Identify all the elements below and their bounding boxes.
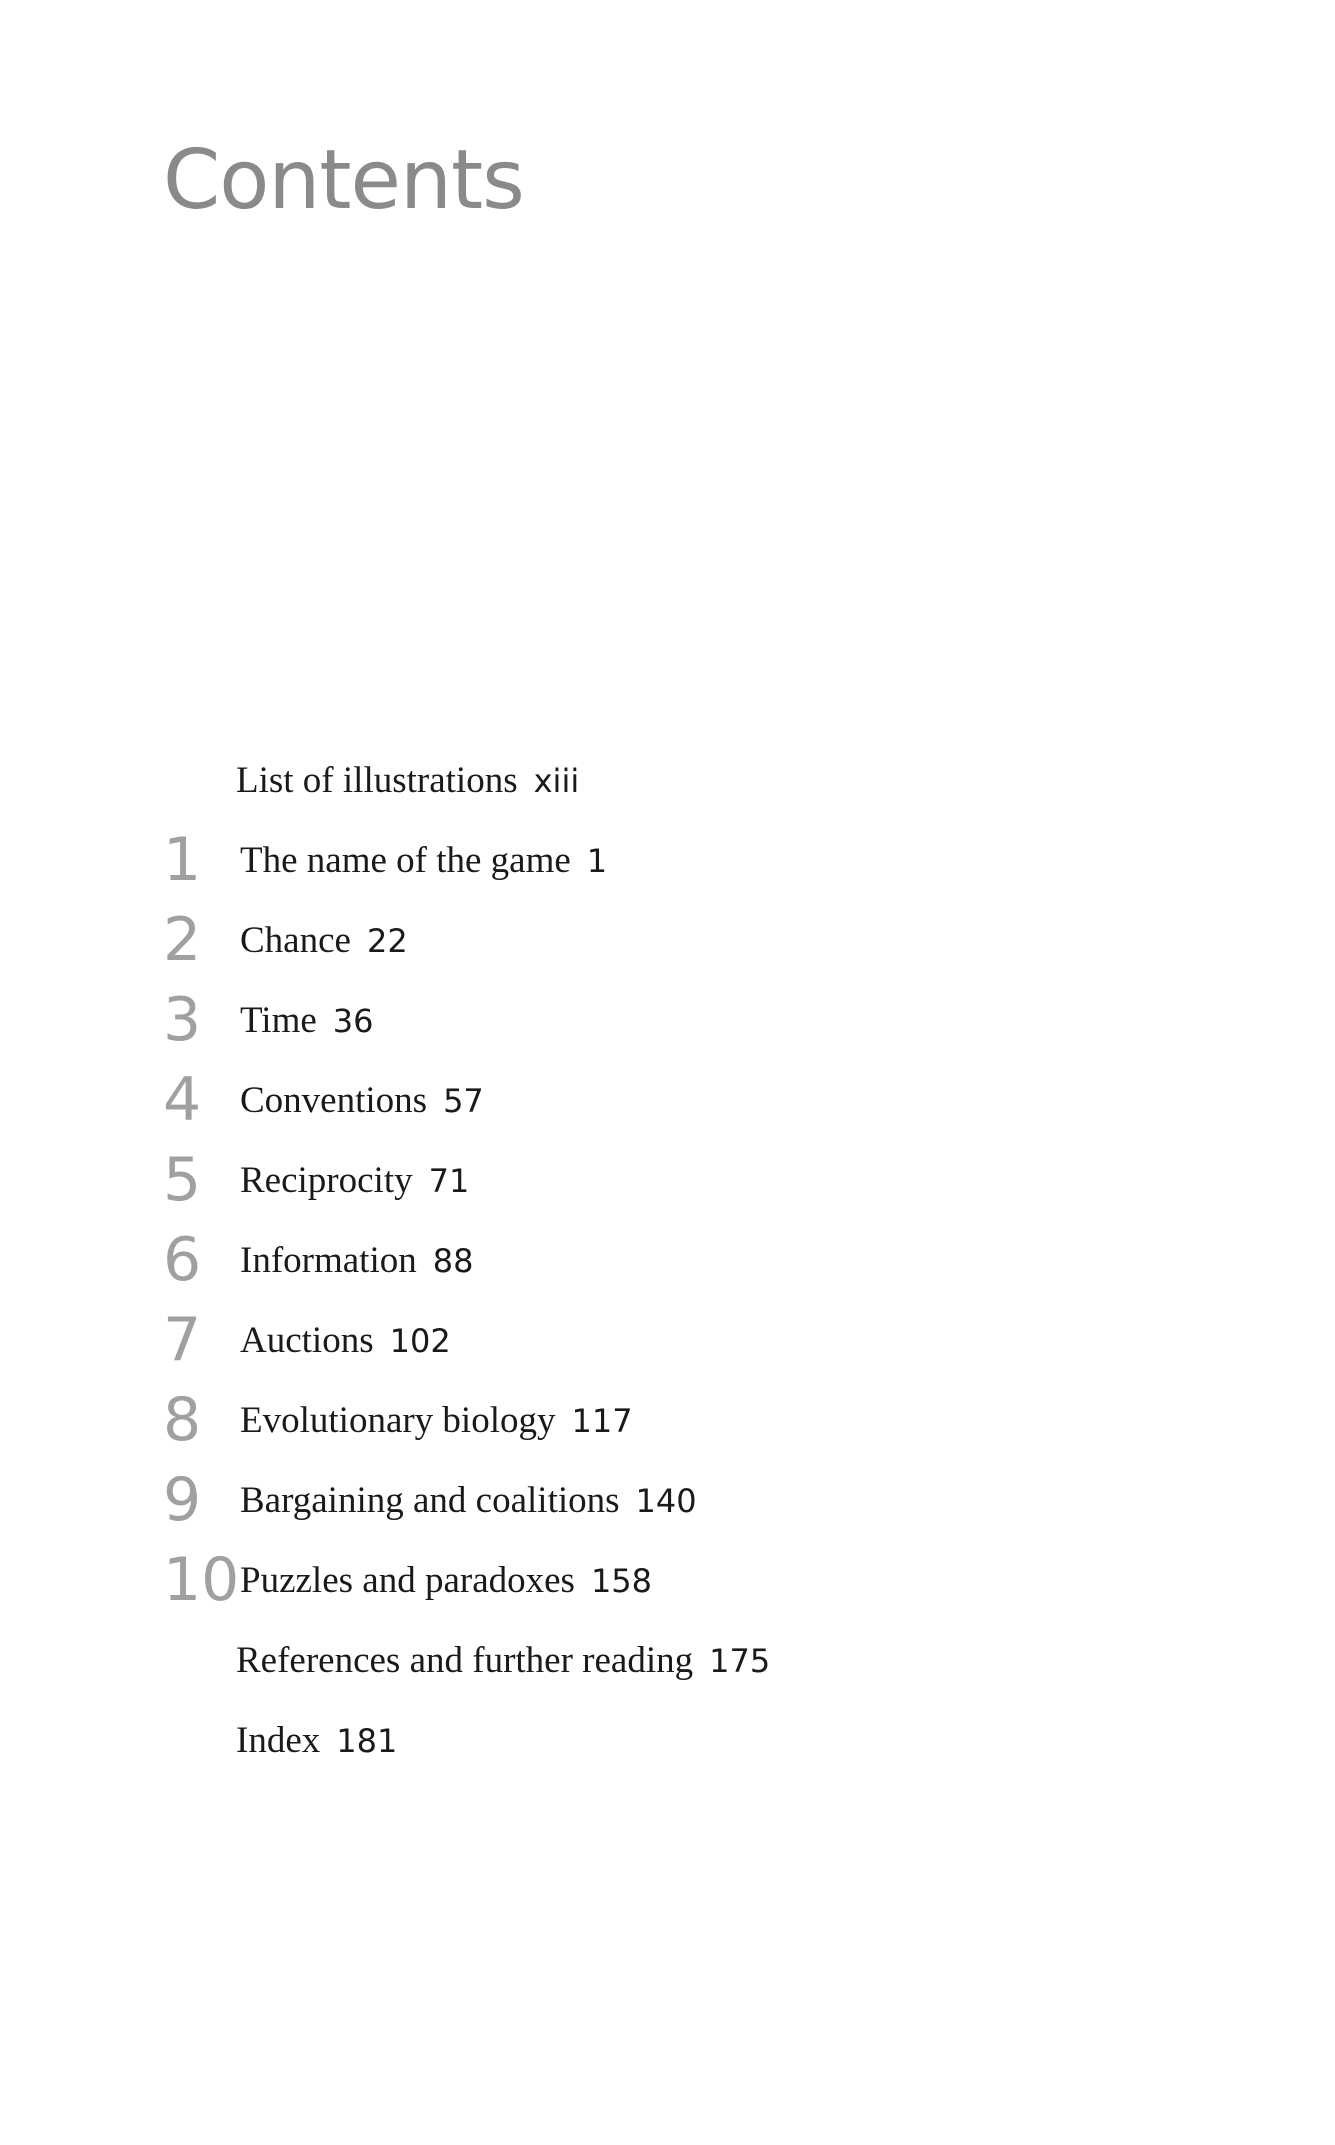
entry-page-number: 57: [443, 1082, 484, 1120]
toc-entry-chapter-2[interactable]: [0, 905, 1335, 990]
chapter-number: 4: [163, 1065, 202, 1135]
entry-text: [240, 1002, 374, 1039]
table-of-contents: [0, 750, 1335, 1790]
entry-page-number: 88: [432, 1242, 474, 1280]
entry-title: The name of the game: [240, 840, 571, 881]
toc-entry-chapter-5[interactable]: [0, 1145, 1335, 1230]
entry-page-number: 1: [586, 842, 608, 880]
entry-text: [240, 1082, 484, 1119]
entry-text: [240, 922, 408, 959]
entry-page-number: 175: [709, 1642, 771, 1680]
entry-title: List of illustrations: [236, 760, 518, 801]
chapter-number: 7: [163, 1305, 202, 1375]
entry-text: [240, 1402, 633, 1439]
entry-page-number: 22: [366, 922, 408, 960]
toc-entry-chapter-8[interactable]: [0, 1385, 1335, 1470]
chapter-number: 9: [163, 1465, 202, 1535]
entry-page-number: 36: [332, 1002, 374, 1040]
toc-entry-chapter-7[interactable]: [0, 1305, 1335, 1390]
entry-page-number: 181: [336, 1722, 398, 1760]
chapter-number: 5: [163, 1145, 202, 1215]
chapter-number: 1: [163, 825, 202, 895]
entry-page-number: 71: [428, 1162, 470, 1200]
chapter-number: 8: [163, 1385, 202, 1455]
entry-text: [240, 1162, 469, 1199]
entry-text: [240, 1322, 451, 1359]
toc-entry-chapter-9[interactable]: [0, 1465, 1335, 1550]
entry-text: [240, 842, 607, 879]
entry-page-number: 140: [635, 1482, 697, 1520]
entry-page-number: 158: [590, 1562, 653, 1600]
toc-entry-index[interactable]: [0, 1710, 1335, 1790]
entry-title: Conventions: [240, 1080, 428, 1121]
chapter-number: 10: [163, 1545, 240, 1615]
toc-entry-chapter-1[interactable]: [0, 825, 1335, 910]
entry-title: Index: [236, 1720, 321, 1761]
entry-page-number: xiii: [533, 762, 580, 800]
entry-page-number: 102: [389, 1322, 451, 1360]
entry-title: References and further reading: [236, 1640, 694, 1681]
entry-title: Chance: [240, 920, 351, 961]
entry-title: Reciprocity: [240, 1160, 413, 1201]
toc-entry-list-of-illustrations[interactable]: [0, 750, 1335, 830]
entry-title: Evolutionary biology: [240, 1400, 556, 1441]
page-title: Contents: [163, 133, 524, 228]
entry-title: Auctions: [240, 1320, 374, 1361]
toc-entry-chapter-10[interactable]: [0, 1545, 1335, 1630]
toc-entry-chapter-3[interactable]: [0, 985, 1335, 1070]
chapter-number: 2: [163, 905, 202, 975]
toc-entry-chapter-4[interactable]: [0, 1065, 1335, 1150]
entry-text: [240, 1562, 652, 1599]
chapter-number: 3: [163, 985, 202, 1055]
entry-text: [236, 1642, 770, 1679]
entry-text: [240, 1242, 473, 1279]
entry-text: [236, 762, 579, 799]
entry-title: Bargaining and coalitions: [240, 1480, 620, 1521]
toc-entry-chapter-6[interactable]: [0, 1225, 1335, 1310]
toc-entry-references[interactable]: [0, 1630, 1335, 1710]
chapter-number: 6: [163, 1225, 202, 1295]
entry-text: [240, 1482, 697, 1519]
entry-page-number: 117: [571, 1402, 633, 1440]
entry-text: [236, 1722, 397, 1759]
entry-title: Time: [240, 1000, 317, 1041]
entry-title: Information: [240, 1240, 417, 1281]
entry-title: Puzzles and paradoxes: [240, 1560, 575, 1601]
